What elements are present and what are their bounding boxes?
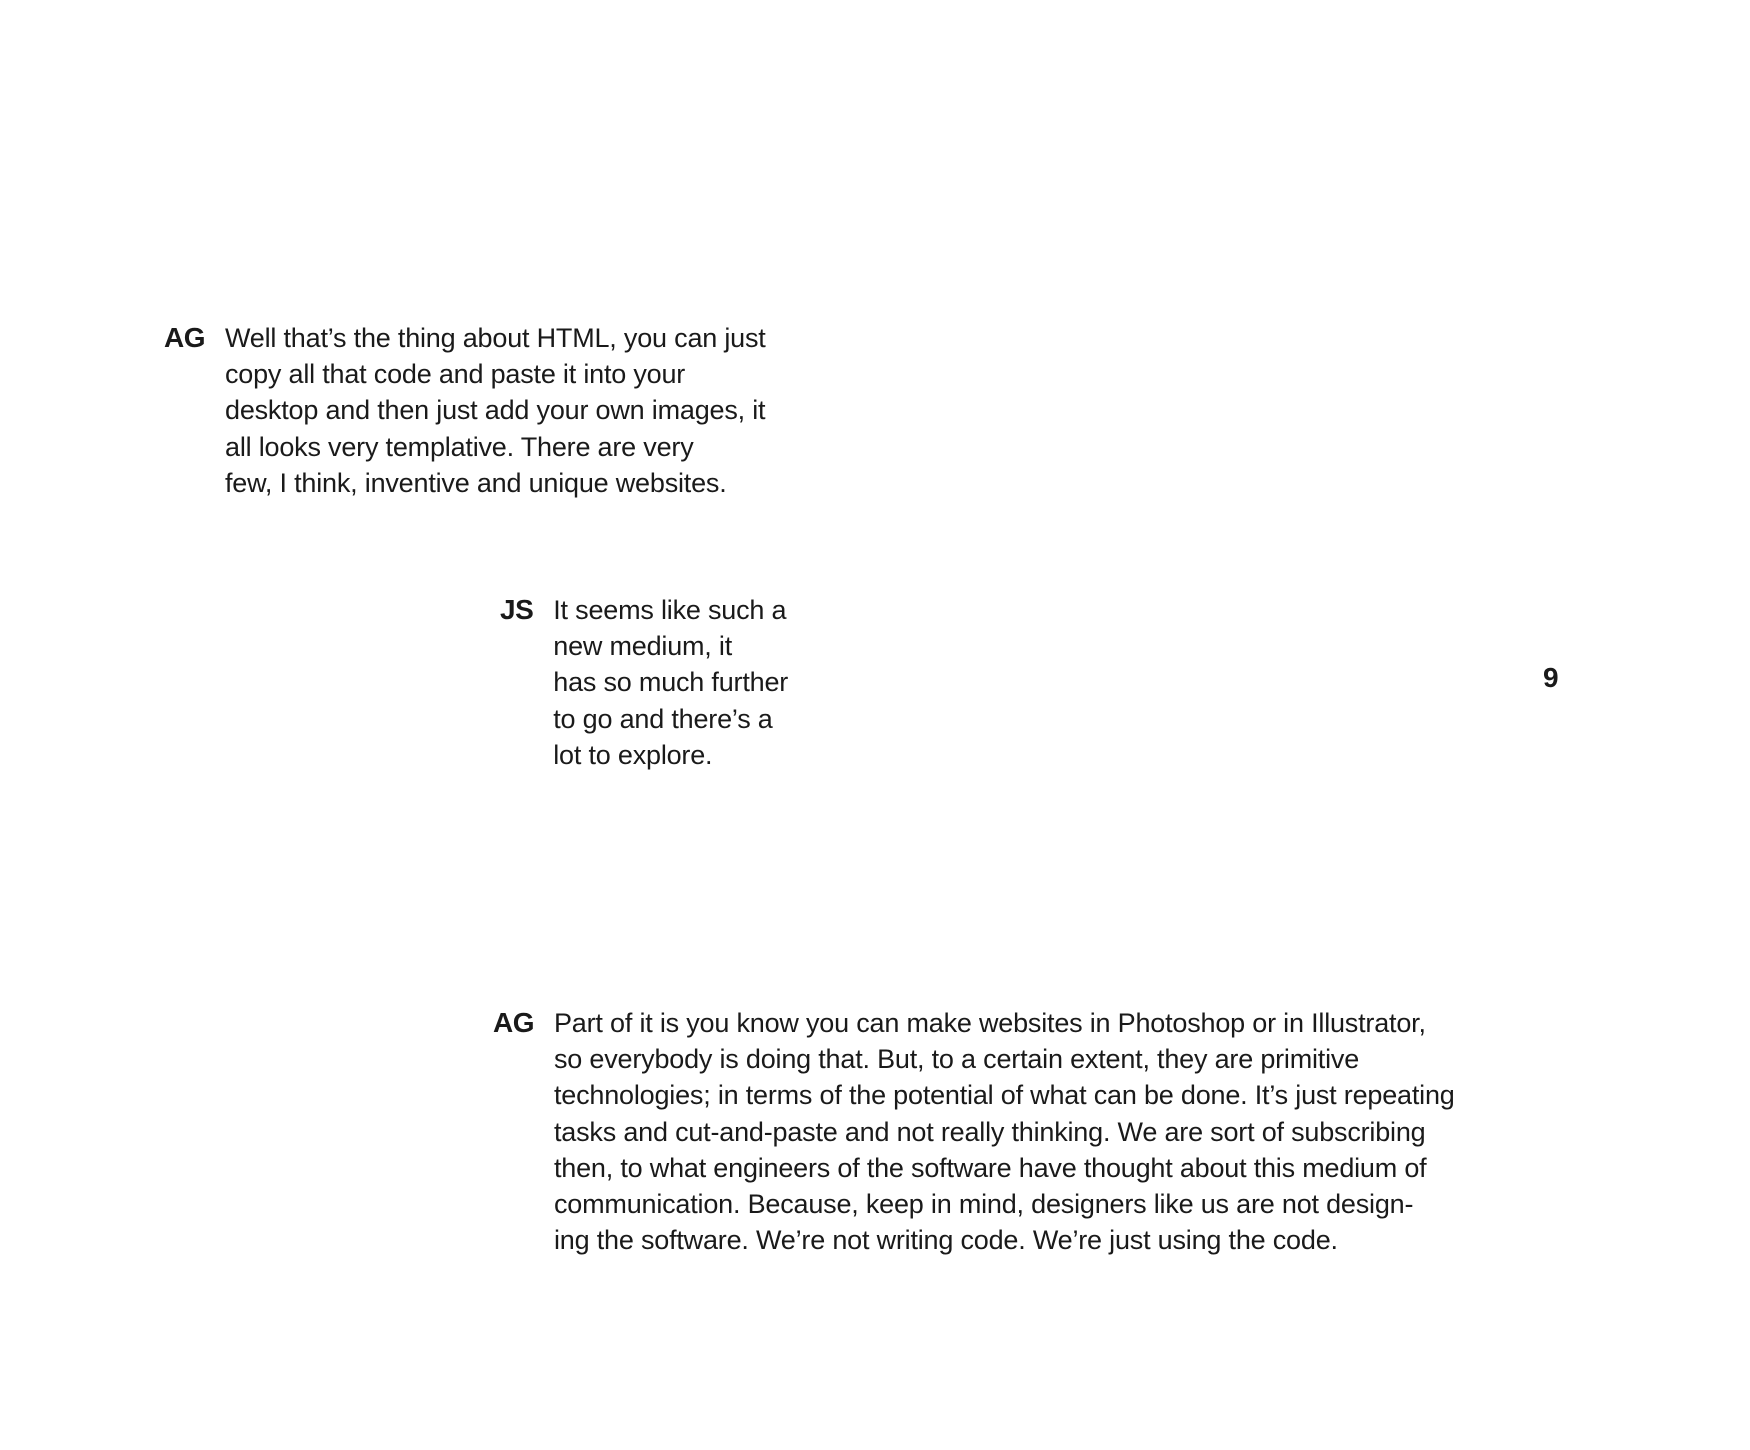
dialogue-text: [225, 320, 766, 501]
text-line: copy all that code and paste it into your: [225, 359, 686, 390]
text-line: few, I think, inventive and unique websites.: [225, 467, 727, 498]
text-line: lot to explore.: [553, 739, 713, 770]
dialogue-text: [553, 592, 788, 773]
speaker-label: AG: [493, 1007, 534, 1038]
text-line: Part of it is you know you can make websites in Photoshop or in Illustrator,: [554, 1008, 1426, 1038]
text-line: communication. Because, keep in mind, designers like us are not design-: [554, 1189, 1414, 1220]
text-line: has so much further: [553, 667, 789, 698]
text-line: technologies; in terms of the potential of what can be done. It’s just repeating: [554, 1080, 1455, 1111]
speaker-label: JS: [500, 594, 534, 625]
text-line: new medium, it: [553, 631, 733, 662]
dialogue-block-1: [164, 320, 766, 501]
dialogue-text: [554, 1005, 1455, 1258]
dialogue-block-2: [500, 592, 788, 773]
text-line: then, to what engineers of the software have thought about this medium of: [554, 1152, 1427, 1183]
speaker-label: AG: [164, 322, 205, 353]
text-line: ing the software. We’re not writing code. We’re just using the code.: [554, 1225, 1338, 1256]
text-line: tasks and cut-and-paste and not really thinking. We are sort of subscribing: [554, 1116, 1426, 1147]
page-number: 9: [1543, 662, 1559, 693]
text-line: to go and there’s a: [553, 703, 773, 734]
text-line: Well that’s the thing about HTML, you can just: [225, 323, 766, 353]
text-line: desktop and then just add your own images, it: [225, 395, 766, 426]
text-line: all looks very templative. There are very: [225, 431, 694, 462]
text-line: so everybody is doing that. But, to a certain extent, they are primitive: [554, 1044, 1360, 1075]
dialogue-block-3: [493, 1005, 1455, 1258]
text-line: It seems like such a: [553, 595, 787, 625]
